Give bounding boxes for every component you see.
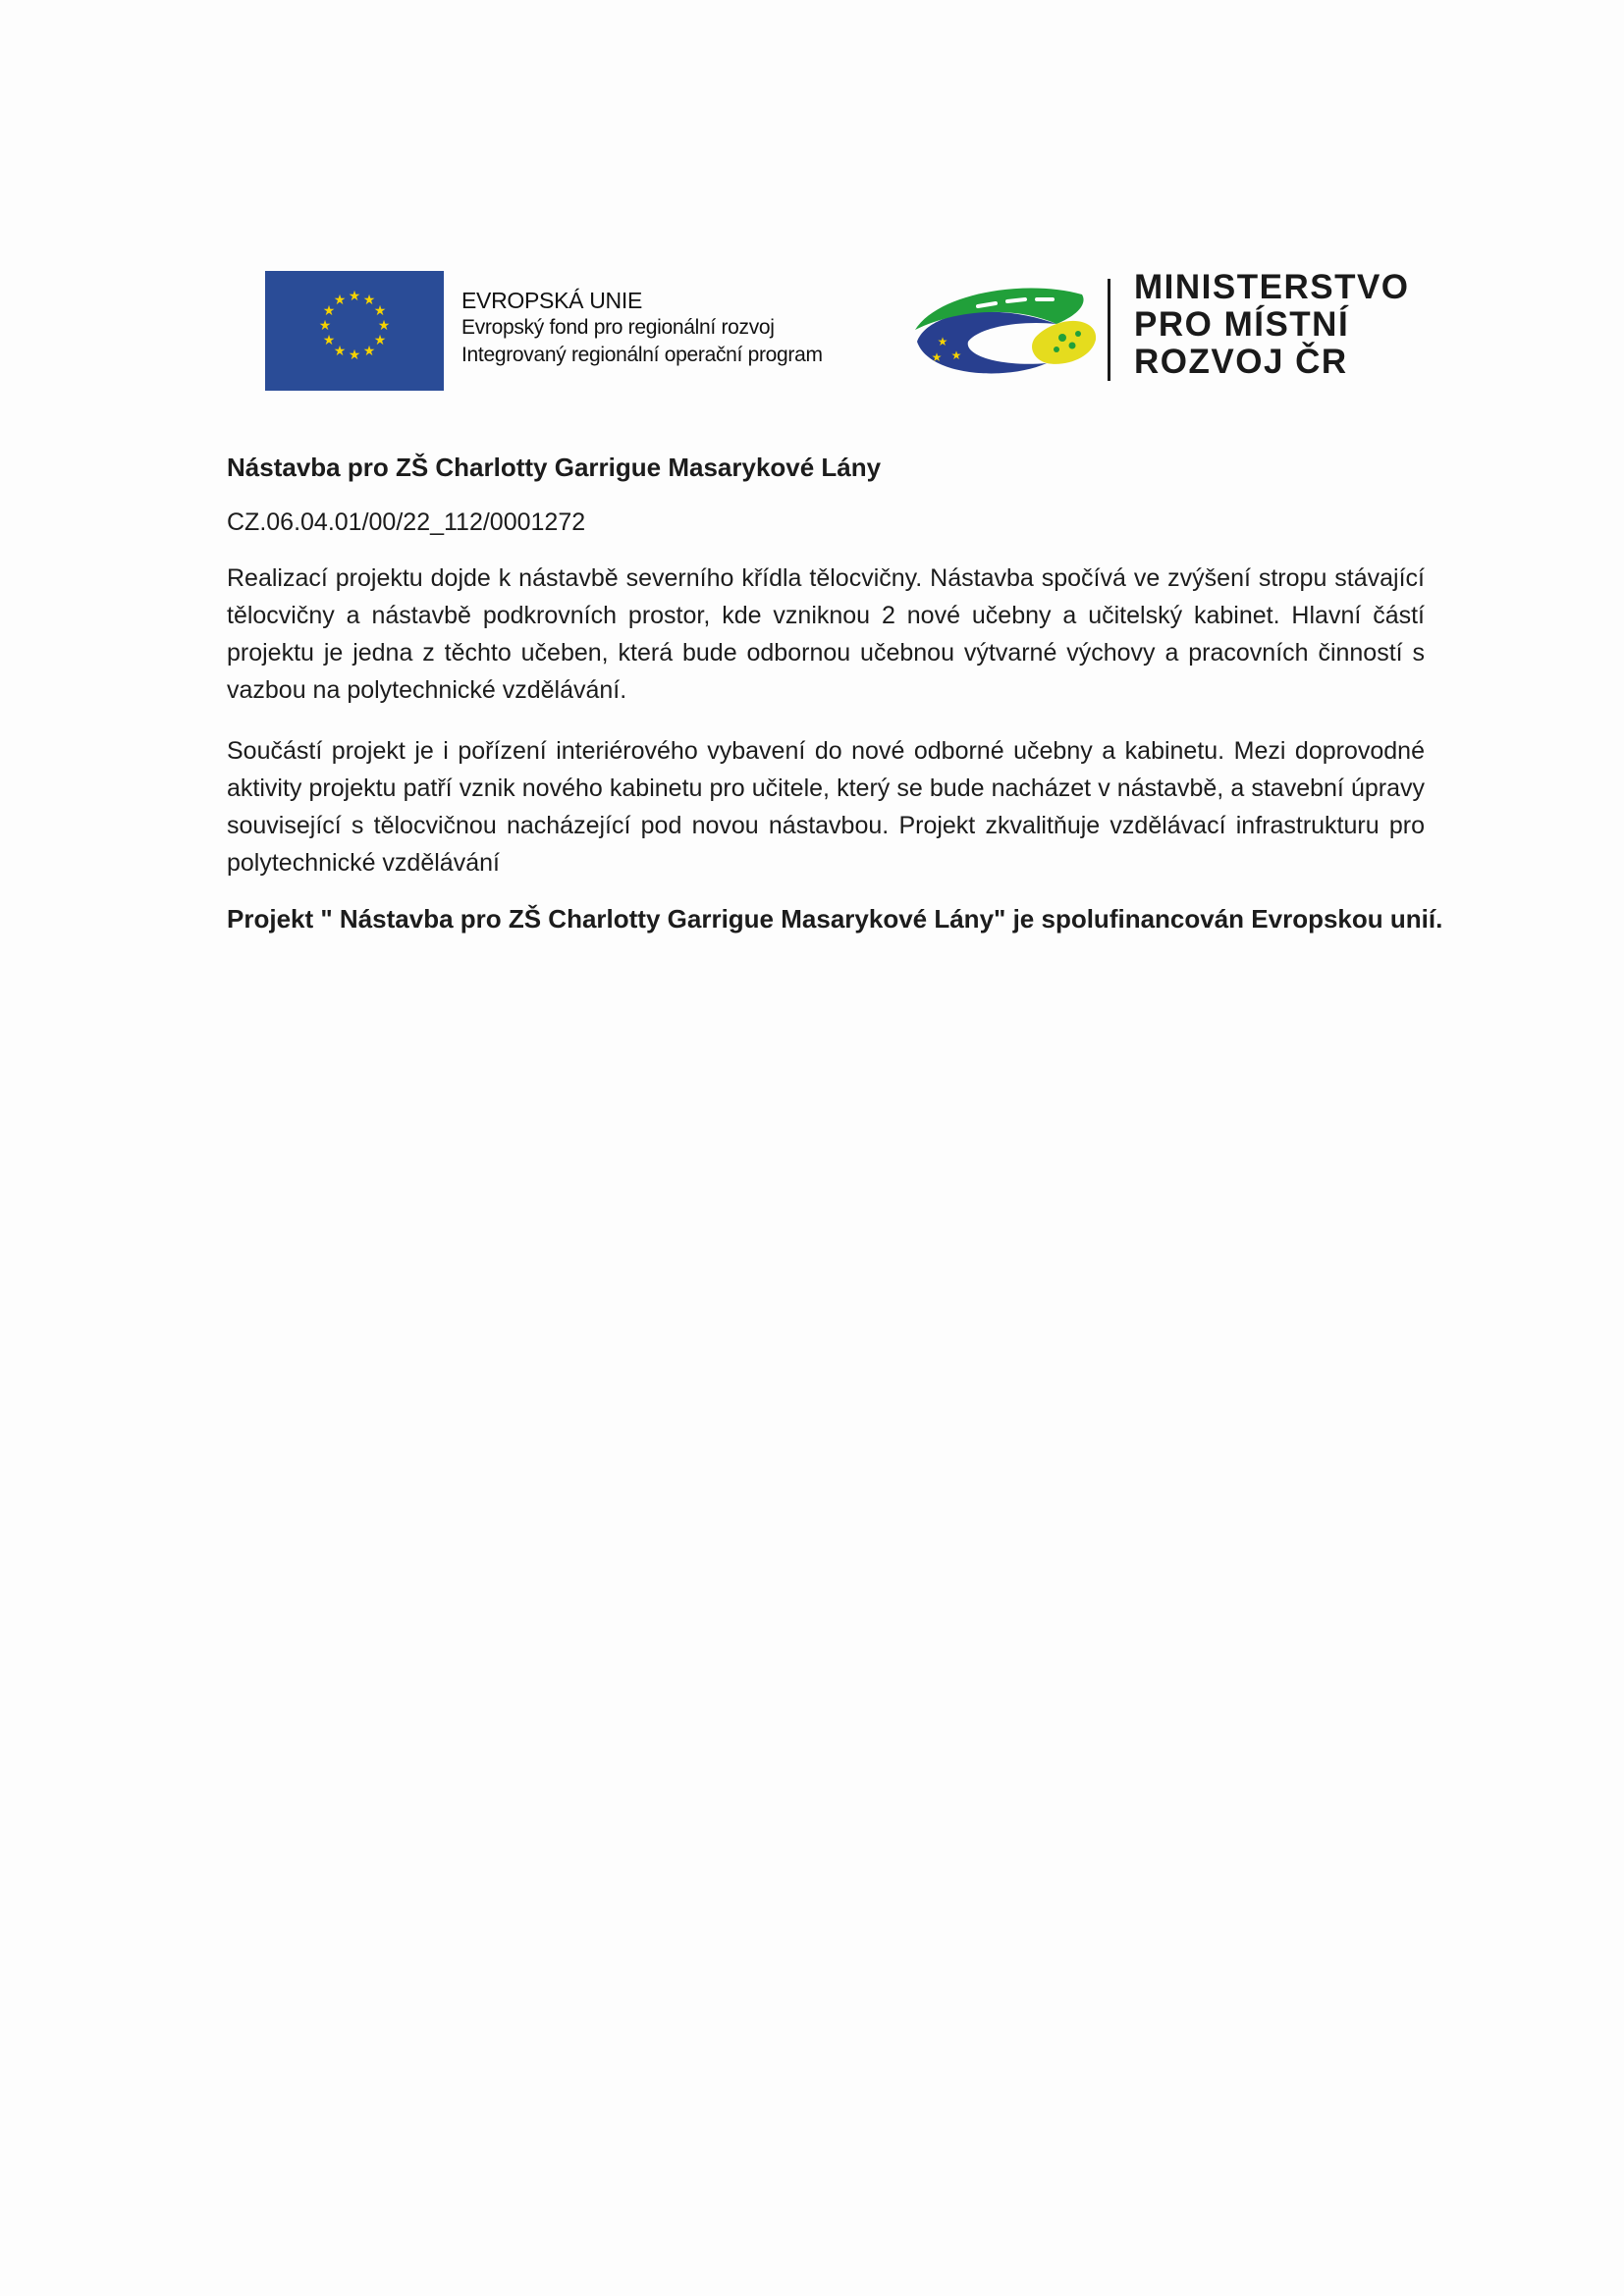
paragraph-2: Součástí projekt je i pořízení interiérového vybavení do nové odborné učebny a kabinetu. Mezi doprovodné aktivity projektu patří vznik nového kabinetu pro učitele, který se bude nacházet v nástavbě, a stavební úpravy související s tělocvičnou nacházející pod novou nástavbou. Projekt zkvalitňuje vzdělávací infrastrukturu pro polytechnické vzdělávání <box>227 737 1425 877</box>
mmr-emblem-icon <box>909 281 1102 383</box>
ministry-line-1: MINISTERSTVO <box>1134 268 1410 306</box>
svg-text:★: ★ <box>318 318 332 334</box>
svg-text:★: ★ <box>322 303 336 319</box>
ministry-line-3: ROZVOJ ČR <box>1134 343 1348 381</box>
eu-union-label: EVROPSKÁ UNIE <box>461 288 642 313</box>
logo-bar <box>265 268 1410 393</box>
document-title: Nástavba pro ZŠ Charlotty Garrigue Masarykové Lány <box>227 453 882 482</box>
ministry-name <box>1134 269 1409 381</box>
svg-text:★: ★ <box>373 303 387 319</box>
svg-text:★: ★ <box>322 333 336 348</box>
paragraph-1: Realizací projektu dojde k nástavbě severního křídla tělocvičny. Nástavba spočívá ve zvýšení stropu stávající tělocvičny a nástavbě podkrovních prostor, kde vzniknou 2 nové učebny a učitelský kabinet. Hlavní částí projektu je jedna z těchto učeben, která bude odbornou učebnou výtvarné výchovy a pracovních činností s vazbou na polytechnické vzdělávání. <box>227 564 1425 704</box>
svg-text:★: ★ <box>348 347 361 363</box>
funding-note: Projekt " Nástavba pro ZŠ Charlotty Garrigue Masarykové Lány" je spolufinancován Evropskou unií. <box>227 904 1443 934</box>
eu-program-text <box>461 287 893 369</box>
eu-program-label: Integrovaný regionální operační program <box>461 344 823 366</box>
eu-flag-icon <box>265 271 444 391</box>
svg-text:★: ★ <box>362 344 376 359</box>
project-code: CZ.06.04.01/00/22_112/0001272 <box>227 508 586 536</box>
svg-text:★: ★ <box>931 350 943 364</box>
svg-text:★: ★ <box>333 293 347 308</box>
logo-divider <box>1108 279 1110 381</box>
svg-text:★: ★ <box>937 335 948 348</box>
svg-text:★: ★ <box>362 293 376 308</box>
svg-text:★: ★ <box>348 289 361 304</box>
svg-text:★: ★ <box>377 318 391 334</box>
ministry-line-2: PRO MÍSTNÍ <box>1134 305 1350 344</box>
svg-text:★: ★ <box>373 333 387 348</box>
eu-fund-label: Evropský fond pro regionální rozvoj <box>461 316 775 339</box>
svg-text:★: ★ <box>333 344 347 359</box>
document-content <box>227 448 1443 938</box>
svg-text:★: ★ <box>950 348 962 362</box>
